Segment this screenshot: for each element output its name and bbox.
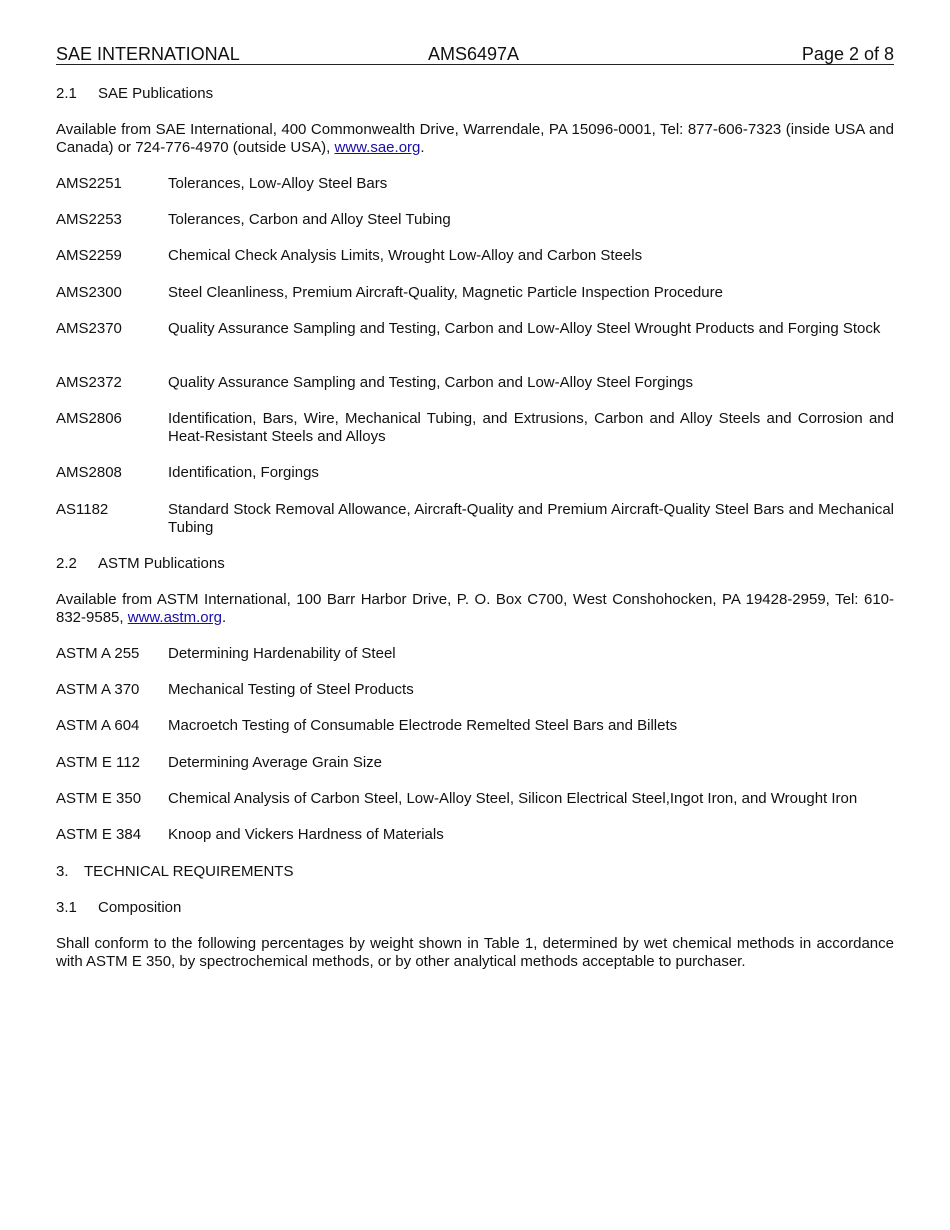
section-heading-3-1 <box>56 899 894 917</box>
reference-title: Quality Assurance Sampling and Testing, Carbon and Low-Alloy Steel Wrought Products and Forging Stock <box>168 320 881 337</box>
reference-title: Tolerances, Carbon and Alloy Steel Tubing <box>168 211 451 228</box>
reference-code: AMS2251 <box>56 175 122 192</box>
reference-code: AMS2370 <box>56 320 122 337</box>
astm-availability-end: . <box>221 609 227 626</box>
section-heading-3 <box>56 863 894 881</box>
reference-title: Chemical Check Analysis Limits, Wrought Low-Alloy and Carbon Steels <box>168 247 643 264</box>
reference-title: Chemical Analysis of Carbon Steel, Low-Alloy Steel, Silicon Electrical Steel,Ingot Iron, and Wrought Iron <box>168 790 858 807</box>
sae-availability-end: . <box>420 139 425 156</box>
reference-title: Quality Assurance Sampling and Testing, Carbon and Low-Alloy Steel Forgings <box>168 374 694 391</box>
section-title: SAE Publications <box>98 85 214 102</box>
reference-title: Steel Cleanliness, Premium Aircraft-Quality, Magnetic Particle Inspection Procedure <box>168 284 723 301</box>
section-number: 3. <box>56 863 69 880</box>
reference-title: Macroetch Testing of Consumable Electrode Remelted Steel Bars and Billets <box>168 717 678 734</box>
astm-availability-paragraph <box>56 591 894 627</box>
reference-title: Mechanical Testing of Steel Products <box>168 681 414 698</box>
sae-website-link[interactable]: www.sae.org <box>334 139 421 156</box>
composition-paragraph: Shall conform to the following percentages by weight shown in Table 1, determined by wet chemical methods in accordance with ASTM E 350, by spectrochemical methods, or by other analytical methods acceptable to purchaser. <box>56 935 894 970</box>
reference-code: ASTM E 350 <box>56 790 142 807</box>
section-title: Composition <box>98 899 182 916</box>
page-header <box>56 44 894 65</box>
section-number: 2.2 <box>56 555 77 572</box>
header-page-number: Page 2 of 8 <box>801 44 894 64</box>
reference-code: AMS2259 <box>56 247 122 264</box>
reference-code: AS1182 <box>56 501 109 518</box>
astm-availability-text: Available from ASTM International, 100 Barr Harbor Drive, P. O. Box C700, West Conshohocken, PA 19428-2959, Tel: 610-832-9585, <box>56 591 894 626</box>
reference-title: Knoop and Vickers Hardness of Materials <box>168 826 444 843</box>
section-heading-2-2 <box>56 555 894 573</box>
sae-availability-paragraph <box>56 121 894 157</box>
reference-title: Determining Average Grain Size <box>168 754 382 771</box>
reference-title: Identification, Bars, Wire, Mechanical Tubing, and Extrusions, Carbon and Alloy Steels and Corrosion and Heat-Resistant Steels and Alloys <box>168 410 894 445</box>
reference-code: AMS2300 <box>56 284 122 301</box>
reference-code: ASTM E 384 <box>56 826 142 843</box>
section-title: TECHNICAL REQUIREMENTS <box>84 863 294 880</box>
section-number: 3.1 <box>56 899 77 916</box>
reference-code: AMS2806 <box>56 410 122 427</box>
reference-code: AMS2808 <box>56 464 122 481</box>
reference-title: Standard Stock Removal Allowance, Aircraft-Quality and Premium Aircraft-Quality Steel Bars and Mechanical Tubing <box>168 501 894 536</box>
reference-title: Identification, Forgings <box>168 464 319 481</box>
reference-code: ASTM A 370 <box>56 681 140 698</box>
header-organization: SAE INTERNATIONAL <box>56 44 240 64</box>
section-heading-2-1 <box>56 85 894 103</box>
reference-code: ASTM A 255 <box>56 645 140 662</box>
reference-code: ASTM A 604 <box>56 717 140 734</box>
sae-availability-text: Available from SAE International, 400 Commonwealth Drive, Warrendale, PA 15096-0001, Tel: 877-606-7323 (inside USA and Canada) or 724-776-4970 (outside USA), <box>56 121 894 156</box>
reference-code: AMS2372 <box>56 374 122 391</box>
astm-website-link[interactable]: www.astm.org <box>127 609 222 626</box>
header-document-number: AMS6497A <box>428 44 520 64</box>
reference-title: Determining Hardenability of Steel <box>168 645 396 662</box>
section-title: ASTM Publications <box>98 555 225 572</box>
reference-code: AMS2253 <box>56 211 122 228</box>
reference-code: ASTM E 112 <box>56 754 140 771</box>
reference-title: Tolerances, Low-Alloy Steel Bars <box>168 175 388 192</box>
section-number: 2.1 <box>56 85 77 102</box>
